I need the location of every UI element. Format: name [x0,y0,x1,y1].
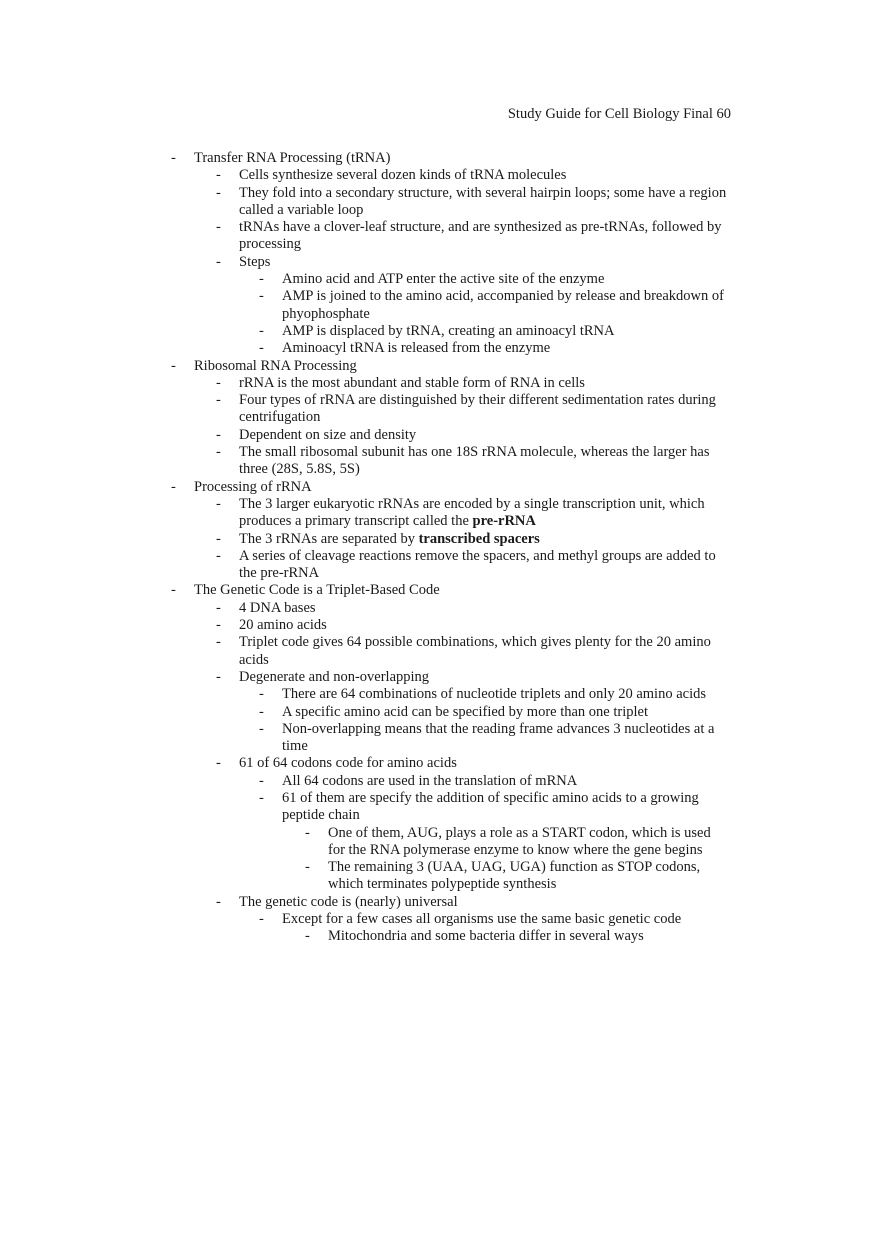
item-text: Transfer RNA Processing (tRNA) [194,150,391,166]
list-item [171,479,741,496]
bullet-dash: - [259,720,264,737]
term-pre-rrna: pre-rRNA [472,513,536,530]
list-item [171,755,741,772]
outline [171,150,741,946]
list-item [171,686,741,703]
bullet-dash: - [171,582,176,599]
list-item [171,427,741,444]
bullet-dash: - [216,392,221,409]
item-text: The genetic code is (nearly) universal [239,893,458,910]
item-text: Degenerate and non-overlapping [239,668,430,685]
item-text: AMP is displaced by tRNA, creating an aminoacyl tRNA [282,322,615,339]
item-text [239,496,731,531]
item-text-plain: The 3 larger eukaryotic rRNAs are encoded by a single transcription unit, which produces a primary transcript called the [239,495,705,530]
bullet-dash: - [171,150,176,166]
item-text: A specific amino acid can be specified by more than one triplet [282,703,648,720]
bullet-dash: - [216,495,221,512]
bullet-dash: - [216,599,221,616]
list-item [171,825,741,860]
item-text: There are 64 combinations of nucleotide triplets and only 20 amino acids [282,686,707,703]
item-text: Four types of rRNA are distinguished by their different sedimentation rates during centrifugation [239,392,716,426]
item-text: A series of cleavage reactions remove the spacers, and methyl groups are added to the pre-rRNA [239,547,716,582]
list-item [171,167,741,184]
list-item [171,600,741,617]
item-text: One of them, AUG, plays a role as a START codon, which is used for the RNA polymerase enzyme to know where the gene begins [328,824,711,858]
bullet-dash: - [216,617,221,634]
item-text: 20 amino acids [239,617,327,634]
list-item [171,185,741,220]
list-item [171,617,741,634]
item-text: Processing of rRNA [194,478,312,495]
bullet-dash: - [216,444,221,461]
bullet-dash: - [216,219,221,236]
item-text: AMP is joined to the amino acid, accompanied by release and breakdown of phyophosphate [282,288,724,322]
list-item [171,254,741,271]
bullet-dash: - [305,824,310,841]
list-item [171,444,741,479]
bullet-dash: - [216,426,221,443]
list-item [171,496,741,531]
item-text: Except for a few cases all organisms use the same basic genetic code [282,911,682,928]
bullet-dash: - [216,253,221,270]
term-transcribed-spacers: transcribed spacers [418,530,540,547]
list-item [171,704,741,721]
item-text [239,531,731,548]
list-item [171,288,741,323]
bullet-dash: - [259,772,264,789]
list-item [171,859,741,894]
list-item [171,582,741,599]
list-item [171,548,741,583]
bullet-dash: - [259,271,264,288]
list-item [171,928,741,945]
list-item [171,721,741,756]
item-text: 4 DNA bases [239,599,316,616]
list-item [171,531,741,548]
bullet-dash: - [259,789,264,806]
item-text: They fold into a secondary structure, with several hairpin loops; some have a region called a variable loop [239,184,727,218]
bullet-dash: - [216,547,221,564]
item-text: Cells synthesize several dozen kinds of tRNA molecules [239,167,567,184]
list-item [171,375,741,392]
list-item [171,634,741,669]
bullet-dash: - [171,357,176,374]
item-text: Amino acid and ATP enter the active site of the enzyme [282,271,605,288]
bullet-dash: - [216,755,221,772]
bullet-dash: - [259,322,264,339]
item-text: Non-overlapping means that the reading frame advances 3 nucleotides at a time [282,720,715,755]
item-text-plain: The 3 rRNAs are separated by [239,530,419,547]
list-item [171,340,741,357]
list-item [171,358,741,375]
item-text: 61 of them are specify the addition of specific amino acids to a growing peptide chain [282,789,699,824]
item-text: All 64 codons are used in the translation of mRNA [282,772,578,789]
item-text: The small ribosomal subunit has one 18S rRNA molecule, whereas the larger has three (28S, 5.8S, 5S) [239,444,710,478]
list-item [171,911,741,928]
item-text: tRNAs have a clover-leaf structure, and are synthesized as pre-tRNAs, followed by processing [239,219,722,253]
item-text: Triplet code gives 64 possible combinations, which gives plenty for the 20 amino acids [239,634,711,668]
list-item [171,271,741,288]
bullet-dash: - [216,167,221,184]
item-text: The Genetic Code is a Triplet-Based Code [194,582,440,599]
bullet-dash: - [216,634,221,651]
bullet-dash: - [216,184,221,201]
item-text: 61 of 64 codons code for amino acids [239,755,457,772]
bullet-dash: - [216,668,221,685]
list-item [171,323,741,340]
bullet-dash: - [171,478,176,495]
item-text: rRNA is the most abundant and stable form of RNA in cells [239,374,585,391]
bullet-dash: - [305,928,310,945]
bullet-dash: - [259,340,264,357]
list-item [171,219,741,254]
list-item [171,894,741,911]
item-text: The remaining 3 (UAA, UAG, UGA) function as STOP codons, which terminates polypeptide synthesis [328,859,701,893]
page-header: Study Guide for Cell Biology Final 60 [507,106,731,122]
bullet-dash: - [305,859,310,876]
list-item [171,790,741,825]
bullet-dash: - [259,686,264,703]
bullet-dash: - [216,530,221,547]
list-item [171,392,741,427]
item-text: Mitochondria and some bacteria differ in several ways [328,928,644,945]
item-text: Steps [239,253,271,270]
bullet-dash: - [259,288,264,305]
list-item [171,669,741,686]
item-text: Dependent on size and density [239,426,417,443]
item-text: Aminoacyl tRNA is released from the enzyme [282,340,551,357]
bullet-dash: - [259,703,264,720]
bullet-dash: - [259,911,264,928]
bullet-dash: - [216,374,221,391]
list-item [171,150,741,167]
bullet-dash: - [216,893,221,910]
list-item [171,773,741,790]
item-text: Ribosomal RNA Processing [194,357,357,374]
